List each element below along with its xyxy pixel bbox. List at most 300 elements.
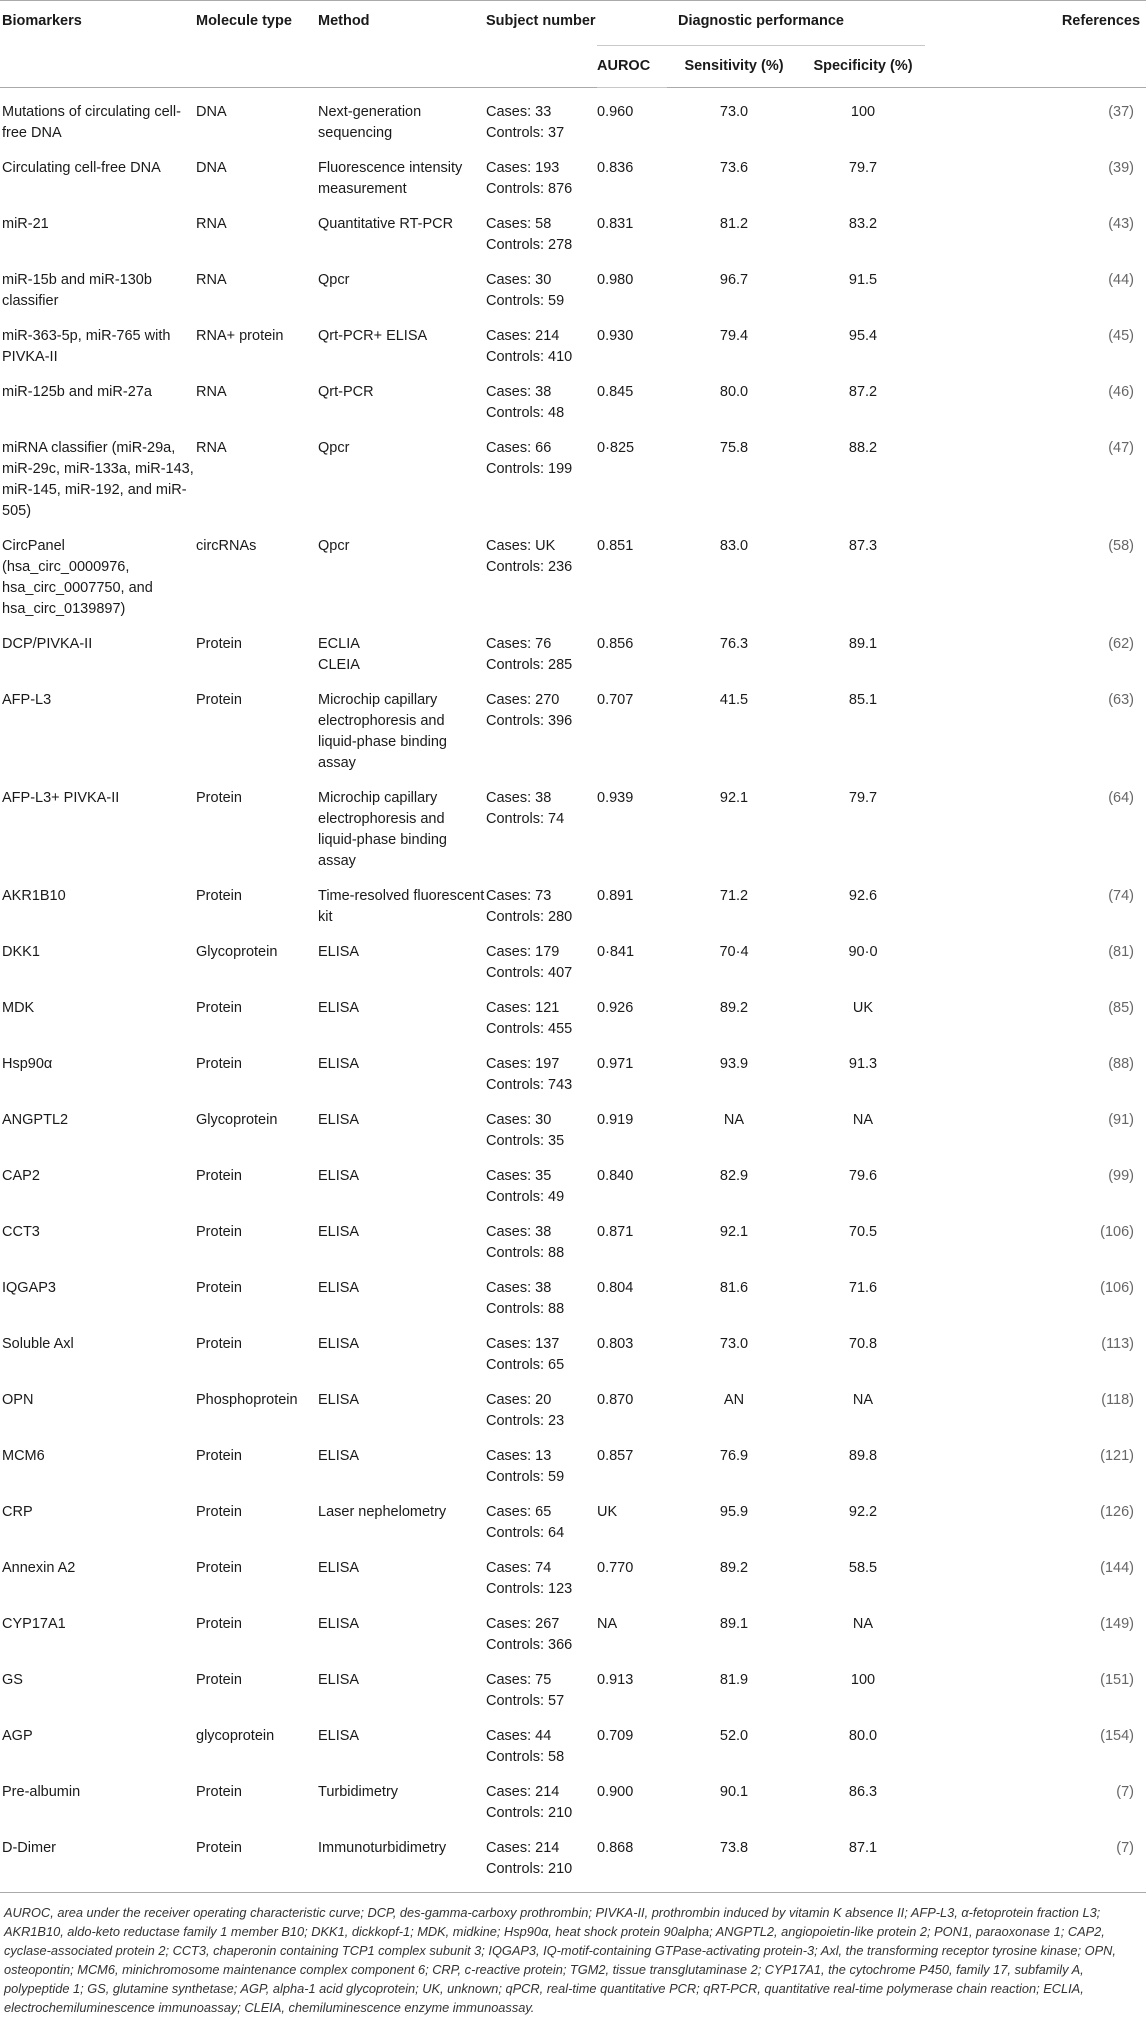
cell-method: Qrt-PCR+ ELISA (318, 328, 428, 344)
cell-reference: (121) (1100, 1448, 1135, 1464)
cell-sensitivity: 41.5 (719, 692, 749, 708)
controls-count: Controls: 396 (486, 713, 573, 729)
cell-auroc: 0.845 (597, 384, 634, 400)
cell-auroc: 0.868 (597, 1840, 634, 1856)
cell-subject-number (486, 426, 597, 524)
table-row (0, 1714, 1146, 1770)
table-row (0, 258, 1146, 314)
cell-method: ELISA (318, 1000, 360, 1016)
cell-auroc: 0.939 (597, 790, 634, 806)
cell-auroc: 0.871 (597, 1224, 634, 1240)
cell-molecule-type: Glycoprotein (196, 1112, 278, 1128)
cell-auroc: 0.960 (597, 104, 634, 120)
cell-method: Microchip capillary electrophoresis and liquid-phase binding assay (318, 692, 447, 771)
cell-auroc: NA (597, 1616, 618, 1632)
cell-molecule-type: RNA (196, 272, 227, 288)
table-footnote: AUROC, area under the receiver operating characteristic curve; DCP, des-gamma-carboxy prothrombin; PIVKA-II, prothrombin induced by vitamin K absence II; AFP-L3, α-fetoprotein fraction L3; AKR1B10, aldo-keto reductase family 1 member B10; DKK1, dickkopf-1; MDK, midkine; Hsp90α, heat shock protein 90alpha; ANGPTL2, angiopoietin-like protein 2; PON1, paraoxonase 1; CAP2, cyclase-associated protein 2; CCT3, chaperonin containing TCP1 complex subunit 3; IQGAP3, IQ-motif-containing GTPase-activating protein-3; Axl, the transforming receptor tyrosine kinase; OPN, osteopontin; MCM6, minichromosome maintenance complex component 6; CRP, c-reactive protein; TGM2, tissue transglutaminase 2; CYP17A1, the cytochrome P450, family 17, subfamily A, polypeptide 1; GS, glutamine synthetase; AGP, alpha-1 acid glycoprotein; UK, unknown; qPCR, real-time quantitative PCR; qRT-PCR, quantitative real-time polymerase chain reaction; ECLIA, electrochemiluminescence immunoassay; CLEIA, chemiluminescence enzyme immunoassay. (4, 1905, 1116, 2015)
cell-auroc: 0.891 (597, 888, 634, 904)
controls-count: Controls: 35 (486, 1133, 565, 1149)
cell-molecule-type: Protein (196, 1840, 242, 1856)
cell-specificity: 85.1 (848, 692, 878, 708)
cell-reference: (58) (1108, 538, 1135, 554)
cell-sensitivity: 76.9 (719, 1448, 749, 1464)
cell-specificity: 92.6 (848, 888, 878, 904)
cases-count: Cases: UK (486, 538, 556, 554)
cases-count: Cases: 30 (486, 272, 552, 288)
controls-count: Controls: 57 (486, 1693, 565, 1709)
cell-specificity: 95.4 (848, 328, 878, 344)
header-biomarkers: Biomarkers (2, 13, 82, 29)
cell-molecule-type: RNA (196, 216, 227, 232)
cell-method: ELISA (318, 1728, 360, 1744)
cell-specificity: NA (852, 1616, 874, 1632)
table-row (0, 1210, 1146, 1266)
cases-count: Cases: 38 (486, 790, 552, 806)
cell-specificity: 79.6 (848, 1168, 878, 1184)
cell-subject-number (486, 1658, 597, 1714)
cell-reference: (37) (1108, 104, 1135, 120)
table-row (0, 1434, 1146, 1490)
table-row (0, 1042, 1146, 1098)
cases-count: Cases: 270 (486, 692, 560, 708)
cell-subject-number (486, 678, 597, 776)
table-row (0, 202, 1146, 258)
header-molecule-type: Molecule type (196, 13, 292, 29)
cell-sensitivity: 89.1 (719, 1616, 749, 1632)
cell-subject-number (486, 1770, 597, 1826)
cell-specificity: 100 (850, 104, 876, 120)
cell-specificity: 83.2 (848, 216, 878, 232)
cell-auroc: 0.770 (597, 1560, 634, 1576)
cases-count: Cases: 38 (486, 1280, 552, 1296)
cell-method: ELISA (318, 1336, 360, 1352)
table-row (0, 776, 1146, 874)
cell-specificity: 100 (850, 1672, 876, 1688)
cell-auroc: 0.804 (597, 1280, 634, 1296)
cell-molecule-type: glycoprotein (196, 1728, 275, 1744)
controls-count: Controls: 455 (486, 1021, 573, 1037)
cases-count: Cases: 66 (486, 440, 552, 456)
header-references: References (1061, 13, 1141, 29)
cases-count: Cases: 30 (486, 1112, 552, 1128)
cell-molecule-type: Glycoprotein (196, 944, 278, 960)
cell-specificity: 79.7 (848, 160, 878, 176)
header-diagnostic-performance-cell (597, 1, 925, 46)
cases-count: Cases: 58 (486, 216, 552, 232)
cell-reference: (91) (1108, 1112, 1135, 1128)
cell-specificity: 91.3 (848, 1056, 878, 1072)
cell-method: Time-resolved fluorescent kit (318, 888, 485, 925)
controls-count: Controls: 58 (486, 1749, 565, 1765)
table-row (0, 1546, 1146, 1602)
cell-molecule-type: Protein (196, 1784, 242, 1800)
table-row (0, 1098, 1146, 1154)
controls-count: Controls: 876 (486, 181, 573, 197)
cases-count: Cases: 75 (486, 1672, 552, 1688)
cell-molecule-type: DNA (196, 160, 227, 176)
cell-auroc: 0·841 (597, 944, 635, 960)
header-specificity: Specificity (%) (801, 46, 925, 88)
controls-count: Controls: 123 (486, 1581, 573, 1597)
cell-method: Next-generation sequencing (318, 104, 422, 141)
cell-biomarker: Pre-albumin (2, 1784, 81, 1800)
controls-count: Controls: 88 (486, 1245, 565, 1261)
cell-reference: (63) (1108, 692, 1135, 708)
cell-biomarker: miR-125b and miR-27a (2, 384, 152, 400)
cell-reference: (62) (1108, 636, 1135, 652)
cell-subject-number (486, 776, 597, 874)
cell-molecule-type: Protein (196, 1336, 242, 1352)
cell-sensitivity: 89.2 (719, 1000, 749, 1016)
table-row (0, 524, 1146, 622)
cell-method: ELISA (318, 1672, 360, 1688)
cell-method: Laser nephelometry (318, 1504, 447, 1520)
cell-reference: (43) (1108, 216, 1135, 232)
header-sensitivity: Sensitivity (%) (667, 46, 801, 88)
cell-molecule-type: Protein (196, 1448, 242, 1464)
cell-specificity: 88.2 (848, 440, 878, 456)
cell-sensitivity: 79.4 (719, 328, 749, 344)
table-row (0, 1322, 1146, 1378)
cell-sensitivity: 82.9 (719, 1168, 749, 1184)
cell-method: ELISA (318, 1392, 360, 1408)
controls-count: Controls: 278 (486, 237, 573, 253)
cell-sensitivity: 95.9 (719, 1504, 749, 1520)
cell-molecule-type: Protein (196, 1056, 242, 1072)
controls-count: Controls: 59 (486, 1469, 565, 1485)
table-row (0, 88, 1146, 147)
cell-auroc: 0.840 (597, 1168, 634, 1184)
controls-count: Controls: 236 (486, 559, 573, 575)
cases-count: Cases: 214 (486, 328, 560, 344)
cell-specificity: UK (852, 1000, 874, 1016)
table-row (0, 1490, 1146, 1546)
cell-sensitivity: 90.1 (719, 1784, 749, 1800)
cell-biomarker: CCT3 (2, 1224, 40, 1240)
cell-auroc: 0.913 (597, 1672, 634, 1688)
cell-biomarker: miR-15b and miR-130b classifier (2, 272, 152, 309)
cell-auroc: 0·825 (597, 440, 635, 456)
cell-molecule-type: RNA (196, 440, 227, 456)
cell-reference: (64) (1108, 790, 1135, 806)
cell-sensitivity: 73.8 (719, 1840, 749, 1856)
cases-count: Cases: 38 (486, 384, 552, 400)
cell-auroc: 0.930 (597, 328, 634, 344)
cell-reference: (118) (1101, 1392, 1135, 1408)
cell-subject-number (486, 1378, 597, 1434)
cell-subject-number (486, 1714, 597, 1770)
cell-specificity: 70.5 (848, 1224, 878, 1240)
controls-count: Controls: 199 (486, 461, 573, 477)
controls-count: Controls: 366 (486, 1637, 573, 1653)
cell-reference: (99) (1108, 1168, 1135, 1184)
cell-reference: (7) (1116, 1784, 1135, 1800)
cell-reference: (151) (1100, 1672, 1135, 1688)
controls-count: Controls: 59 (486, 293, 565, 309)
cell-biomarker: CAP2 (2, 1168, 40, 1184)
table-row (0, 930, 1146, 986)
cell-specificity: NA (852, 1112, 874, 1128)
cell-sensitivity: 75.8 (719, 440, 749, 456)
table-row (0, 874, 1146, 930)
controls-count: Controls: 210 (486, 1805, 573, 1821)
cell-specificity: 87.3 (848, 538, 878, 554)
cell-molecule-type: Protein (196, 692, 242, 708)
cases-count: Cases: 137 (486, 1336, 560, 1352)
cell-subject-number (486, 1098, 597, 1154)
cell-sensitivity: 52.0 (719, 1728, 749, 1744)
table-row (0, 1154, 1146, 1210)
table-row (0, 370, 1146, 426)
cell-reference: (106) (1100, 1280, 1135, 1296)
cell-subject-number (486, 1434, 597, 1490)
table-row (0, 678, 1146, 776)
cases-count: Cases: 35 (486, 1168, 552, 1184)
cell-method: ELISA (318, 1280, 360, 1296)
cell-method: Qpcr (318, 538, 350, 554)
cell-subject-number (486, 930, 597, 986)
cell-method: ELISA (318, 1168, 360, 1184)
cell-biomarker: IQGAP3 (2, 1280, 56, 1296)
cell-molecule-type: DNA (196, 104, 227, 120)
cell-biomarker: CRP (2, 1504, 33, 1520)
cell-sensitivity: 80.0 (719, 384, 749, 400)
controls-count: Controls: 74 (486, 811, 565, 827)
cell-subject-number (486, 622, 597, 678)
cell-method: Turbidimetry (318, 1784, 399, 1800)
cell-auroc: 0.857 (597, 1448, 634, 1464)
cell-specificity: 79.7 (848, 790, 878, 806)
cell-biomarker: Mutations of circulating cell-free DNA (2, 104, 181, 141)
cell-auroc: 0.926 (597, 1000, 634, 1016)
cell-reference: (154) (1100, 1728, 1135, 1744)
controls-count: Controls: 285 (486, 657, 573, 673)
cases-count: Cases: 33 (486, 104, 552, 120)
table-row (0, 1770, 1146, 1826)
controls-count: Controls: 37 (486, 125, 565, 141)
cell-subject-number (486, 258, 597, 314)
table-row (0, 1658, 1146, 1714)
table-row (0, 146, 1146, 202)
cell-method: Qpcr (318, 272, 350, 288)
cell-auroc: 0.856 (597, 636, 634, 652)
cell-biomarker: DKK1 (2, 944, 40, 960)
table-row (0, 426, 1146, 524)
cell-biomarker: OPN (2, 1392, 34, 1408)
cell-reference: (88) (1108, 1056, 1135, 1072)
cases-count: Cases: 73 (486, 888, 552, 904)
cell-molecule-type: Protein (196, 1616, 242, 1632)
cases-count: Cases: 44 (486, 1728, 552, 1744)
controls-count: Controls: 49 (486, 1189, 565, 1205)
cell-method: ELISA (318, 1112, 360, 1128)
cell-biomarker: MCM6 (2, 1448, 45, 1464)
cell-method: ECLIA CLEIA (318, 636, 360, 673)
cases-count: Cases: 76 (486, 636, 552, 652)
cell-sensitivity: 93.9 (719, 1056, 749, 1072)
cell-sensitivity: AN (723, 1392, 745, 1408)
cell-subject-number (486, 874, 597, 930)
controls-count: Controls: 48 (486, 405, 565, 421)
cell-molecule-type: Protein (196, 888, 242, 904)
controls-count: Controls: 407 (486, 965, 573, 981)
cases-count: Cases: 179 (486, 944, 560, 960)
cases-count: Cases: 121 (486, 1000, 560, 1016)
cell-reference: (81) (1108, 944, 1135, 960)
cases-count: Cases: 20 (486, 1392, 552, 1408)
cell-subject-number (486, 370, 597, 426)
cell-reference: (74) (1108, 888, 1135, 904)
cases-count: Cases: 38 (486, 1224, 552, 1240)
table-row (0, 314, 1146, 370)
cell-biomarker: MDK (2, 1000, 35, 1016)
cell-biomarker: CircPanel (hsa_circ_0000976, hsa_circ_0007750, and hsa_circ_0139897) (2, 538, 153, 617)
cell-sensitivity: 71.2 (719, 888, 749, 904)
cell-specificity: 90·0 (848, 944, 878, 960)
cell-reference: (126) (1100, 1504, 1135, 1520)
cell-sensitivity: 81.6 (719, 1280, 749, 1296)
cell-molecule-type: Protein (196, 1000, 242, 1016)
cell-biomarker: DCP/PIVKA-II (2, 636, 93, 652)
table-row (0, 1826, 1146, 1893)
cell-sensitivity: 81.9 (719, 1672, 749, 1688)
cell-auroc: 0.971 (597, 1056, 634, 1072)
cell-specificity: 89.8 (848, 1448, 878, 1464)
cell-method: Fluorescence intensity measurement (318, 160, 463, 197)
table-row (0, 986, 1146, 1042)
cell-molecule-type: circRNAs (196, 538, 257, 554)
table-row (0, 1378, 1146, 1434)
cell-biomarker: AFP-L3 (2, 692, 52, 708)
cell-specificity: 71.6 (848, 1280, 878, 1296)
cell-specificity: 80.0 (848, 1728, 878, 1744)
cell-method: ELISA (318, 1616, 360, 1632)
cell-molecule-type: Protein (196, 1168, 242, 1184)
cell-method: ELISA (318, 1056, 360, 1072)
cell-sensitivity: 73.6 (719, 160, 749, 176)
controls-count: Controls: 23 (486, 1413, 565, 1429)
cell-subject-number (486, 1490, 597, 1546)
cell-specificity: NA (852, 1392, 874, 1408)
cell-reference: (44) (1108, 272, 1135, 288)
cell-molecule-type: Protein (196, 1280, 242, 1296)
cell-sensitivity: 76.3 (719, 636, 749, 652)
controls-count: Controls: 410 (486, 349, 573, 365)
cell-method: Qrt-PCR (318, 384, 374, 400)
cell-auroc: 0.836 (597, 160, 634, 176)
cell-auroc: UK (597, 1504, 618, 1520)
table-row (0, 1266, 1146, 1322)
cell-reference: (47) (1108, 440, 1135, 456)
cell-subject-number (486, 1322, 597, 1378)
cell-biomarker: AFP-L3+ PIVKA-II (2, 790, 120, 806)
table-row (0, 622, 1146, 678)
cell-biomarker: miR-21 (2, 216, 49, 232)
cell-specificity: 86.3 (848, 1784, 878, 1800)
cell-sensitivity: 81.2 (719, 216, 749, 232)
cell-method: Quantitative RT-PCR (318, 216, 454, 232)
cell-reference: (39) (1108, 160, 1135, 176)
cell-sensitivity: 73.0 (719, 1336, 749, 1352)
cell-molecule-type: RNA+ protein (196, 328, 284, 344)
cell-subject-number (486, 1154, 597, 1210)
cell-subject-number (486, 1210, 597, 1266)
cell-specificity: 87.2 (848, 384, 878, 400)
cell-reference: (7) (1116, 1840, 1135, 1856)
cell-biomarker: GS (2, 1672, 23, 1688)
cell-specificity: 87.1 (848, 1840, 878, 1856)
cell-reference: (144) (1100, 1560, 1135, 1576)
cell-subject-number (486, 314, 597, 370)
cell-subject-number (486, 986, 597, 1042)
cell-sensitivity: 92.1 (719, 1224, 749, 1240)
header-subject-number: Subject number (486, 13, 596, 29)
cell-auroc: 0.831 (597, 216, 634, 232)
cell-biomarker: miR-363-5p, miR-765 with PIVKA-II (2, 328, 171, 365)
cell-specificity: 92.2 (848, 1504, 878, 1520)
cell-subject-number (486, 1042, 597, 1098)
cell-method: ELISA (318, 1560, 360, 1576)
controls-count: Controls: 64 (486, 1525, 565, 1541)
cell-specificity: 58.5 (848, 1560, 878, 1576)
cell-subject-number (486, 202, 597, 258)
cell-sensitivity: 96.7 (719, 272, 749, 288)
cell-molecule-type: Protein (196, 790, 242, 806)
cases-count: Cases: 65 (486, 1504, 552, 1520)
cell-biomarker: D-Dimer (2, 1840, 56, 1856)
cell-sensitivity: 89.2 (719, 1560, 749, 1576)
controls-count: Controls: 65 (486, 1357, 565, 1373)
cell-molecule-type: Protein (196, 1224, 242, 1240)
cell-reference: (113) (1101, 1336, 1135, 1352)
cell-method: Immunoturbidimetry (318, 1840, 447, 1856)
controls-count: Controls: 743 (486, 1077, 573, 1093)
table-header (0, 1, 1146, 88)
cell-biomarker: AGP (2, 1728, 33, 1744)
cell-sensitivity: 83.0 (719, 538, 749, 554)
cell-reference: (149) (1100, 1616, 1135, 1632)
cases-count: Cases: 197 (486, 1056, 560, 1072)
cell-subject-number (486, 524, 597, 622)
cell-auroc: 0.980 (597, 272, 634, 288)
cell-biomarker: miRNA classifier (miR-29a, miR-29c, miR-133a, miR-143, miR-145, miR-192, and miR-505) (2, 440, 194, 519)
cell-auroc: 0.709 (597, 1728, 634, 1744)
cell-molecule-type: Protein (196, 1672, 242, 1688)
cell-method: ELISA (318, 944, 360, 960)
cell-subject-number (486, 88, 597, 147)
cell-reference: (46) (1108, 384, 1135, 400)
cases-count: Cases: 214 (486, 1840, 560, 1856)
cell-molecule-type: RNA (196, 384, 227, 400)
cell-auroc: 0.803 (597, 1336, 634, 1352)
cell-specificity: 89.1 (848, 636, 878, 652)
cases-count: Cases: 193 (486, 160, 560, 176)
cell-biomarker: CYP17A1 (2, 1616, 66, 1632)
cell-method: Microchip capillary electrophoresis and liquid-phase binding assay (318, 790, 447, 869)
table-row (0, 1602, 1146, 1658)
cell-reference: (45) (1108, 328, 1135, 344)
cell-method: Qpcr (318, 440, 350, 456)
table-body (0, 88, 1146, 1893)
cell-auroc: 0.870 (597, 1392, 634, 1408)
cell-sensitivity: NA (723, 1112, 745, 1128)
cell-subject-number (486, 1546, 597, 1602)
cell-molecule-type: Phosphoprotein (196, 1392, 298, 1408)
cell-auroc: 0.851 (597, 538, 634, 554)
cell-auroc: 0.919 (597, 1112, 634, 1128)
cell-specificity: 70.8 (848, 1336, 878, 1352)
cell-auroc: 0.707 (597, 692, 634, 708)
